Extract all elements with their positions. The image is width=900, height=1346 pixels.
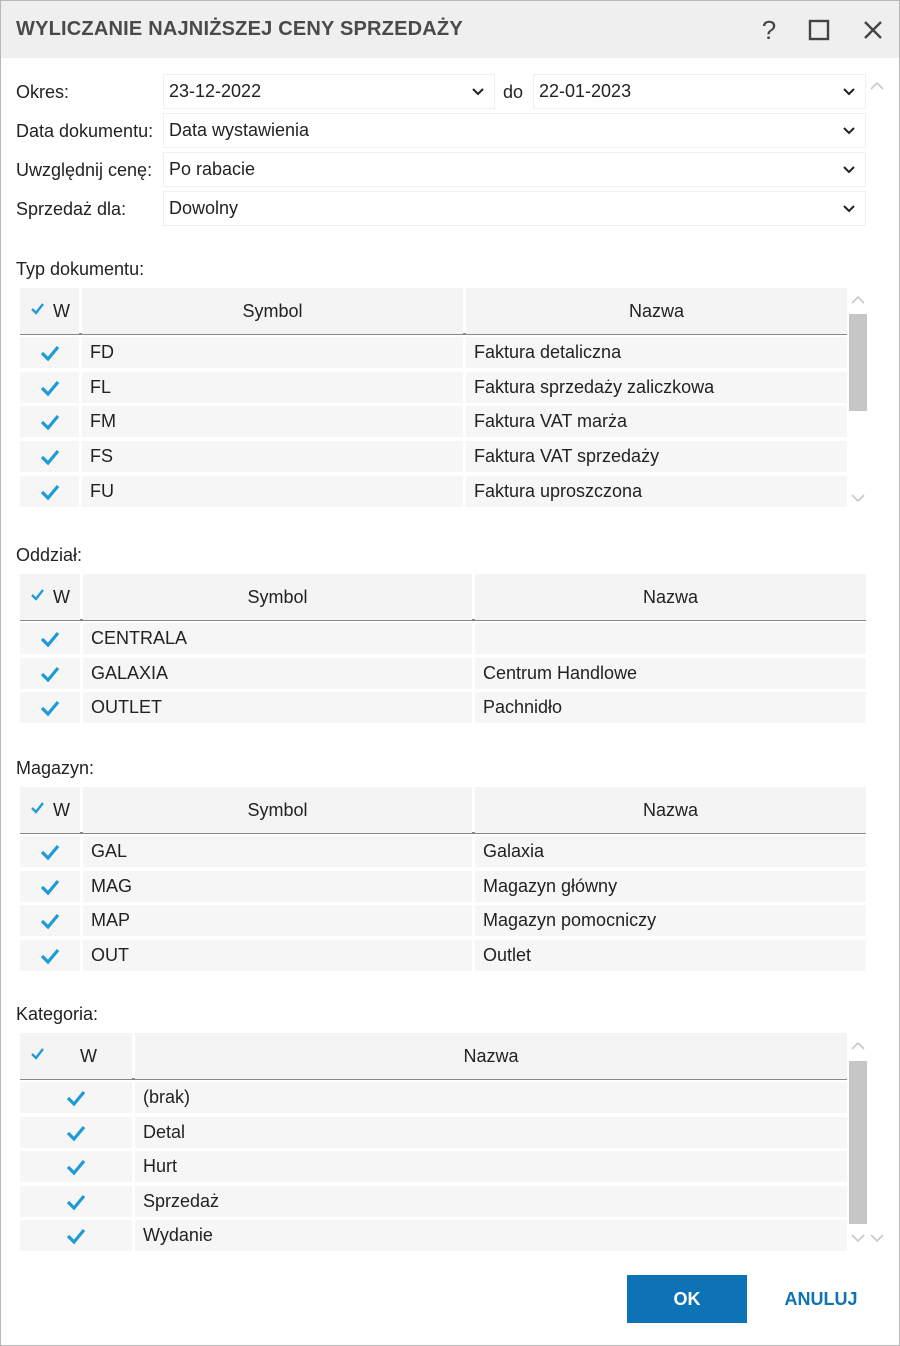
row-checkbox[interactable] — [39, 911, 61, 931]
doc-date-label: Data dokumentu: — [16, 121, 154, 141]
table-row[interactable] — [20, 372, 847, 406]
table-row[interactable] — [20, 836, 866, 870]
column-header-symbol[interactable] — [82, 288, 463, 334]
table-row[interactable] — [20, 1186, 847, 1220]
column-header-name[interactable] — [475, 574, 866, 620]
table-row[interactable] — [20, 1151, 847, 1185]
scroll-up-icon[interactable] — [850, 1040, 866, 1052]
row-name: Galaxia — [483, 841, 545, 861]
row-checkbox[interactable] — [65, 1157, 87, 1177]
row-symbol: MAG — [91, 875, 133, 896]
scrollbar-thumb[interactable] — [849, 314, 867, 411]
row-check-cell[interactable] — [20, 441, 79, 472]
row-checkbox[interactable] — [39, 664, 61, 684]
row-name-cell — [135, 1220, 847, 1251]
row-name-cell — [475, 623, 866, 654]
row-name: Hurt — [143, 1156, 178, 1177]
row-symbol-cell — [82, 406, 463, 437]
row-name-cell — [466, 337, 847, 368]
column-symbol-label: Symbol — [242, 300, 303, 321]
row-check-cell[interactable] — [20, 1082, 132, 1113]
column-header-name[interactable] — [135, 1033, 847, 1079]
row-name: Outlet — [483, 944, 532, 965]
cancel-button[interactable]: ANULUJ — [784, 1288, 858, 1309]
branches-grid — [20, 574, 866, 726]
row-check-cell[interactable] — [20, 337, 79, 368]
row-check-cell[interactable] — [20, 476, 79, 507]
warehouses-label: Magazyn: — [16, 758, 95, 778]
row-name: Magazyn główny — [483, 875, 618, 896]
row-checkbox[interactable] — [39, 412, 61, 432]
help-button[interactable] — [752, 13, 786, 47]
row-symbol: CENTRALA — [91, 628, 188, 648]
row-check-cell[interactable] — [20, 836, 80, 867]
select-all-checkbox[interactable] — [29, 800, 45, 816]
period-from-select[interactable] — [163, 74, 495, 109]
column-name-label: Nazwa — [463, 1045, 519, 1066]
help-icon: ? — [761, 14, 777, 45]
grid-header — [20, 1033, 847, 1080]
doc-types-label: Typ dokumentu: — [16, 259, 145, 279]
price-select[interactable] — [163, 152, 866, 187]
row-name-cell — [475, 658, 866, 689]
table-row[interactable] — [20, 940, 866, 974]
row-symbol-cell — [82, 372, 463, 403]
price-label: Uwzględnij cenę: — [16, 160, 153, 180]
period-to-label: do — [503, 82, 524, 102]
sale-for-label: Sprzedaż dla: — [16, 199, 127, 219]
row-checkbox[interactable] — [39, 482, 61, 502]
row-name: (brak) — [143, 1087, 191, 1107]
grid-header — [20, 574, 866, 621]
row-checkbox[interactable] — [39, 378, 61, 398]
column-name-label: Nazwa — [628, 300, 685, 321]
column-header-w[interactable] — [20, 1033, 132, 1079]
table-row[interactable] — [20, 337, 847, 371]
close-button[interactable] — [856, 13, 890, 47]
row-name-cell — [135, 1151, 847, 1182]
row-checkbox[interactable] — [65, 1088, 87, 1108]
row-name: Pachnidło — [483, 697, 563, 717]
title-bar — [1, 1, 899, 58]
row-name: Faktura uproszczona — [474, 480, 643, 501]
maximize-icon — [808, 19, 830, 41]
row-check-cell[interactable] — [20, 1117, 132, 1148]
row-name-cell — [466, 476, 847, 507]
column-w-label: W — [53, 586, 70, 607]
row-symbol-cell — [83, 836, 472, 867]
row-symbol-cell — [83, 871, 472, 902]
row-name: Faktura sprzedaży zaliczkowa — [474, 376, 715, 397]
row-symbol-cell — [82, 441, 463, 472]
close-icon — [862, 19, 884, 41]
categories-grid — [20, 1033, 847, 1253]
row-symbol: FU — [90, 480, 114, 501]
row-name: Faktura VAT sprzedaży — [474, 446, 660, 467]
table-row[interactable] — [20, 1220, 847, 1253]
table-row[interactable] — [20, 406, 847, 440]
row-symbol: OUTLET — [91, 697, 163, 717]
row-checkbox[interactable] — [39, 842, 61, 862]
doc-date-value: Data wystawienia — [169, 120, 310, 140]
warehouses-grid — [20, 787, 866, 973]
column-w-label: W — [80, 1045, 97, 1066]
row-name-cell — [475, 836, 866, 867]
doc-date-select[interactable] — [163, 113, 866, 148]
row-check-cell[interactable] — [20, 692, 80, 723]
grid-header — [20, 787, 866, 834]
period-to-value: 22-01-2023 — [539, 81, 632, 101]
row-check-cell[interactable] — [20, 658, 80, 689]
table-row[interactable] — [20, 905, 866, 939]
table-row[interactable] — [20, 692, 866, 726]
row-check-cell[interactable] — [20, 905, 80, 936]
row-symbol: FL — [90, 376, 112, 397]
row-symbol-cell — [82, 337, 463, 368]
row-checkbox[interactable] — [39, 946, 61, 966]
row-checkbox[interactable] — [39, 629, 61, 649]
column-w-label: W — [53, 300, 70, 321]
column-header-w[interactable] — [20, 288, 79, 334]
scroll-down-icon[interactable] — [869, 1232, 885, 1244]
ok-button[interactable]: OK — [627, 1275, 747, 1323]
row-symbol: FD — [90, 342, 114, 362]
row-check-cell[interactable] — [20, 1151, 132, 1182]
row-name-cell — [475, 692, 866, 723]
table-row[interactable] — [20, 1117, 847, 1151]
row-name: Magazyn pomocniczy — [483, 910, 657, 930]
scroll-up-icon[interactable] — [869, 80, 885, 92]
row-name-cell — [466, 441, 847, 472]
row-checkbox[interactable] — [65, 1226, 87, 1246]
row-name-cell — [475, 871, 866, 902]
column-header-name[interactable] — [475, 787, 866, 833]
doc-types-grid — [20, 288, 847, 513]
select-all-checkbox[interactable] — [29, 301, 45, 317]
chevron-down-icon — [470, 84, 486, 100]
row-symbol: GAL — [91, 841, 128, 861]
chevron-down-icon — [841, 162, 857, 178]
row-symbol-cell — [83, 905, 472, 936]
row-name: Sprzedaż — [143, 1190, 220, 1211]
row-checkbox[interactable] — [65, 1192, 87, 1212]
row-symbol-cell — [82, 476, 463, 507]
branches-label: Oddział: — [16, 545, 83, 565]
table-row[interactable] — [20, 871, 866, 905]
scroll-down-icon[interactable] — [850, 492, 866, 504]
row-name: Faktura VAT marża — [474, 411, 628, 432]
row-name-cell — [135, 1082, 847, 1113]
column-header-symbol[interactable] — [83, 574, 472, 620]
column-symbol-label: Symbol — [247, 586, 308, 607]
sale-for-value: Dowolny — [169, 198, 239, 218]
row-check-cell[interactable] — [20, 871, 80, 902]
chevron-down-icon — [841, 84, 857, 100]
scrollbar-thumb[interactable] — [849, 1061, 867, 1224]
column-w-label: W — [53, 799, 70, 820]
column-name-label: Nazwa — [642, 799, 699, 820]
column-name-label: Nazwa — [642, 586, 699, 607]
scroll-up-icon[interactable] — [850, 294, 866, 306]
column-header-w[interactable] — [20, 787, 80, 833]
select-all-checkbox[interactable] — [29, 1046, 45, 1062]
column-header-symbol[interactable] — [83, 787, 472, 833]
row-symbol-cell — [83, 658, 472, 689]
row-symbol-cell — [83, 692, 472, 723]
row-symbol: MAP — [91, 910, 131, 930]
table-row[interactable] — [20, 1082, 847, 1116]
table-row[interactable] — [20, 441, 847, 475]
sale-for-select[interactable] — [163, 191, 866, 226]
column-header-name[interactable] — [466, 288, 847, 334]
row-name: Faktura detaliczna — [474, 342, 622, 362]
row-checkbox[interactable] — [39, 877, 61, 897]
scroll-down-icon[interactable] — [850, 1232, 866, 1244]
dialog-title: WYLICZANIE NAJNIŻSZEJ CENY SPRZEDAŻY — [16, 18, 463, 40]
row-check-cell[interactable] — [20, 623, 80, 654]
row-symbol: GALAXIA — [91, 662, 169, 683]
row-checkbox[interactable] — [39, 343, 61, 363]
row-name: Centrum Handlowe — [483, 662, 638, 683]
column-header-w[interactable] — [20, 574, 80, 620]
row-check-cell[interactable] — [20, 1186, 132, 1217]
table-row[interactable] — [20, 476, 847, 510]
table-row[interactable] — [20, 623, 866, 657]
period-label: Okres: — [16, 82, 70, 102]
row-checkbox[interactable] — [65, 1123, 87, 1143]
row-check-cell[interactable] — [20, 940, 80, 971]
table-row[interactable] — [20, 658, 866, 692]
row-check-cell[interactable] — [20, 406, 79, 437]
period-from-value: 23-12-2022 — [169, 81, 262, 101]
row-symbol: FS — [90, 446, 114, 467]
row-check-cell[interactable] — [20, 1220, 132, 1251]
row-name-cell — [135, 1117, 847, 1148]
chevron-down-icon — [841, 201, 857, 217]
select-all-checkbox[interactable] — [29, 587, 45, 603]
row-name-cell — [466, 406, 847, 437]
grid-header — [20, 288, 847, 335]
row-symbol: OUT — [91, 944, 129, 965]
chevron-down-icon — [841, 123, 857, 139]
price-value: Po rabacie — [169, 159, 256, 179]
row-name: Wydanie — [143, 1225, 213, 1246]
column-symbol-label: Symbol — [247, 799, 308, 820]
row-symbol-cell — [83, 940, 472, 971]
row-check-cell[interactable] — [20, 372, 79, 403]
row-name-cell — [475, 905, 866, 936]
categories-label: Kategoria: — [16, 1004, 99, 1024]
row-symbol: FM — [90, 411, 116, 432]
row-name: Detal — [143, 1121, 186, 1142]
period-to-select[interactable] — [533, 74, 866, 109]
row-name-cell — [135, 1186, 847, 1217]
row-checkbox[interactable] — [39, 447, 61, 467]
row-name-cell — [475, 940, 866, 971]
row-name-cell — [466, 372, 847, 403]
maximize-button[interactable] — [802, 13, 836, 47]
row-checkbox[interactable] — [39, 698, 61, 718]
row-symbol-cell — [83, 623, 472, 654]
